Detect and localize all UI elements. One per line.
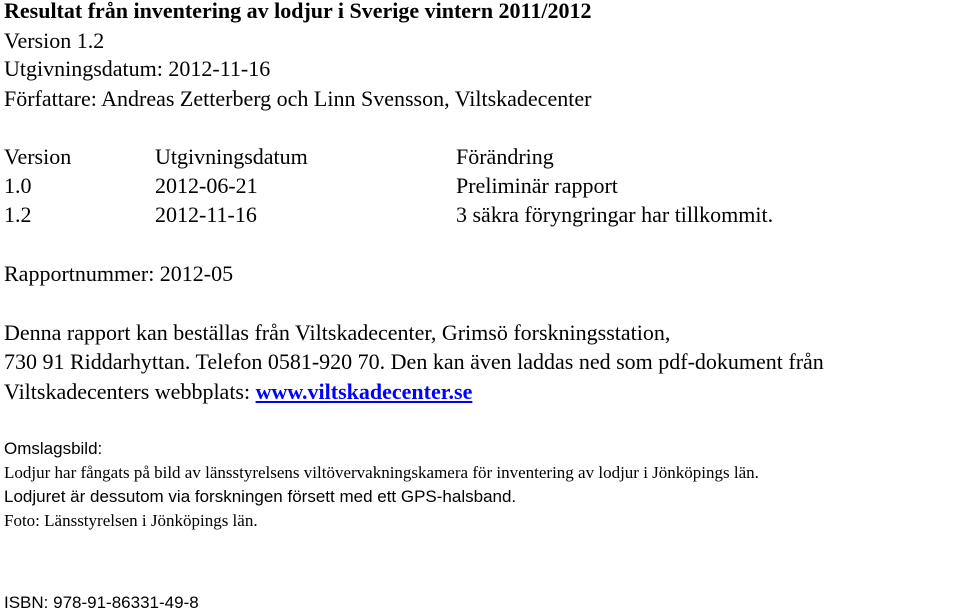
ordering-info-line bbox=[4, 381, 472, 403]
release-date-line: Utgivningsdatum: 2012-11-16 bbox=[4, 56, 271, 81]
date-cell: 2012-06-21 bbox=[155, 173, 258, 198]
version-cell: 1.2 bbox=[4, 202, 32, 227]
website-prefix: Viltskadecenters webbplats: bbox=[4, 379, 256, 404]
website-link[interactable]: www.viltskadecenter.se bbox=[255, 379, 473, 404]
cover-caption-line: Lodjuret är dessutom via forskningen försett med ett GPS-halsband. bbox=[4, 487, 517, 506]
authors-line: Författare: Andreas Zetterberg och Linn Svensson, Viltskadecenter bbox=[4, 86, 592, 111]
version-header-cell: Version bbox=[4, 144, 72, 169]
photo-credit: Foto: Länsstyrelsen i Jönköpings län. bbox=[4, 511, 258, 530]
change-header-cell: Förändring bbox=[456, 144, 554, 169]
change-cell: Preliminär rapport bbox=[456, 173, 618, 198]
isbn: ISBN: 978-91-86331-49-8 bbox=[4, 593, 199, 612]
version-line: Version 1.2 bbox=[4, 28, 105, 53]
release-date-header-cell: Utgivningsdatum bbox=[155, 144, 308, 169]
cover-label: Omslagsbild: bbox=[4, 439, 103, 458]
change-cell: 3 säkra föryngringar har tillkommit. bbox=[456, 202, 774, 227]
ordering-info-line: Denna rapport kan beställas från Viltskadecenter, Grimsö forskningsstation, bbox=[4, 320, 671, 345]
version-cell: 1.0 bbox=[4, 173, 32, 198]
ordering-info-line: 730 91 Riddarhyttan. Telefon 0581-920 70. Den kan även laddas ned som pdf-dokument från bbox=[4, 349, 824, 374]
date-cell: 2012-11-16 bbox=[155, 202, 257, 227]
report-number: Rapportnummer: 2012-05 bbox=[4, 261, 234, 286]
cover-caption-line: Lodjur har fångats på bild av länsstyrelsens viltövervakningskamera för inventering av lodjur i Jönköpings län. bbox=[4, 463, 759, 482]
document-title: Resultat från inventering av lodjur i Sverige vintern 2011/2012 bbox=[4, 0, 592, 23]
